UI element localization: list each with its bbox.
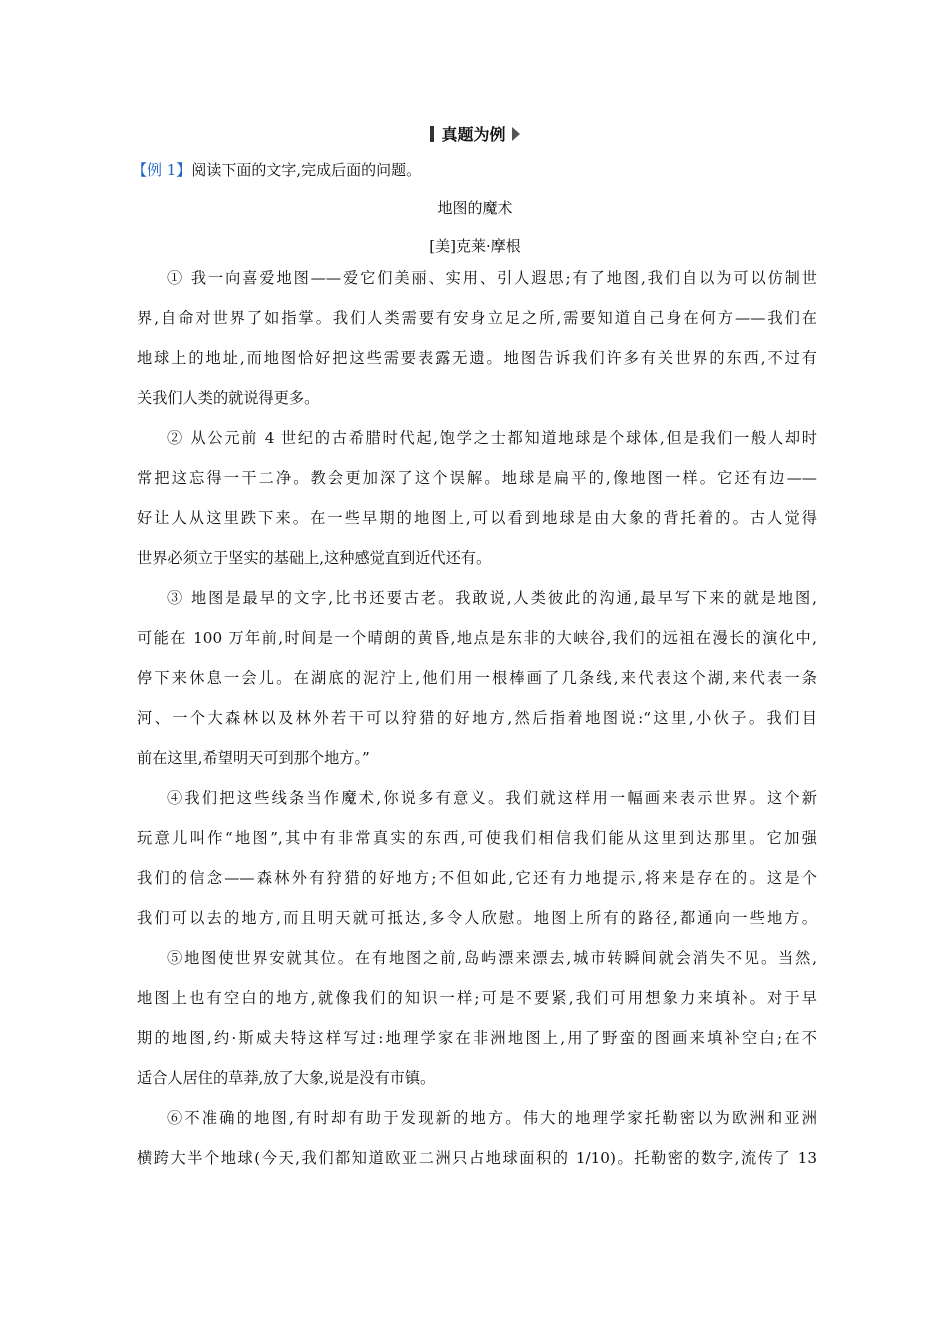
text-line: ② 从公元前 4 世纪的古希腊时代起,饱学之士都知道地球是个球体,但是我们一般人却时 xyxy=(167,429,817,447)
text-line: 玩意儿叫作“地图”,其中有非常真实的东西,可使我们相信我们能从这里到达那里。它加强 xyxy=(137,829,817,847)
example-tag: 【例 1】 xyxy=(132,161,192,179)
header-bar-icon xyxy=(430,126,434,142)
article-author: [美]克莱·摩根 xyxy=(429,237,521,255)
section-header xyxy=(0,122,950,146)
text-line: ⑥不准确的地图,有时却有助于发现新的地方。伟大的地理学家托勒密以为欧洲和亚洲 xyxy=(167,1109,817,1127)
text-line: 我们可以去的地方,而且明天就可抵达,多令人欣慰。地图上所有的路径,都通向一些地方。 xyxy=(137,909,817,927)
text-line: ⑤地图使世界安就其位。在有地图之前,岛屿漂来漂去,城市转瞬间就会消失不见。当然, xyxy=(167,949,817,967)
text-line: 世界必须立于坚实的基础上,这种感觉直到近代还有。 xyxy=(137,549,492,567)
text-line: 地图上也有空白的地方,就像我们的知识一样;可是不要紧,我们可用想象力来填补。对于早 xyxy=(137,989,817,1007)
article-body xyxy=(137,264,817,1184)
section-header-text: 真题为例 xyxy=(441,125,506,144)
text-line: 适合人居住的草莽,放了大象,说是没有市镇。 xyxy=(137,1069,436,1087)
text-line: 我们的信念——森林外有狩猎的好地方;不但如此,它还有力地提示,将来是存在的。这是个 xyxy=(137,869,817,887)
text-line: 河、一个大森林以及林外若干可以狩猎的好地方,然后指着地图说:“这里,小伙子。我们目 xyxy=(137,709,817,727)
text-line: 好让人从这里跌下来。在一些早期的地图上,可以看到地球是由大象的背托着的。古人觉得 xyxy=(137,509,817,527)
text-line: 常把这忘得一干二净。教会更加深了这个误解。地球是扁平的,像地图一样。它还有边—— xyxy=(137,469,817,487)
text-line: 前在这里,希望明天可到那个地方。” xyxy=(137,749,370,767)
header-arrow-icon xyxy=(512,127,520,141)
text-line: 可能在 100 万年前,时间是一个晴朗的黄昏,地点是东非的大峡谷,我们的远祖在漫长的演化中, xyxy=(137,629,817,647)
text-line: 横跨大半个地球(今天,我们都知道欧亚二洲只占地球面积的 1/10)。托勒密的数字,流传了 13 xyxy=(137,1149,817,1167)
text-line: 期的地图,约·斯威夫特这样写过:地理学家在非洲地图上,用了野蛮的图画来填补空白;在不 xyxy=(137,1029,817,1047)
text-line: ① 我一向喜爱地图——爱它们美丽、实用、引人遐思;有了地图,我们自以为可以仿制世 xyxy=(167,269,817,287)
text-line: 停下来休息一会儿。在湖底的泥泞上,他们用一根棒画了几条线,来代表这个湖,来代表一条 xyxy=(137,669,817,687)
text-line: 关我们人类的就说得更多。 xyxy=(137,389,320,407)
example-instruction-text: 阅读下面的文字,完成后面的问题。 xyxy=(191,161,422,179)
text-line: ④我们把这些线条当作魔术,你说多有意义。我们就这样用一幅画来表示世界。这个新 xyxy=(167,789,817,807)
text-line: 界,自命对世界了如指掌。我们人类需要有安身立足之所,需要知道自己身在何方——我们在 xyxy=(137,309,817,327)
article-title: 地图的魔术 xyxy=(437,199,513,217)
example-instruction xyxy=(132,160,421,180)
text-line: ③ 地图是最早的文字,比书还要古老。我敢说,人类彼此的沟通,最早写下来的就是地图, xyxy=(167,589,817,607)
text-line: 地球上的地址,而地图恰好把这些需要表露无遗。地图告诉我们许多有关世界的东西,不过有 xyxy=(137,349,817,367)
